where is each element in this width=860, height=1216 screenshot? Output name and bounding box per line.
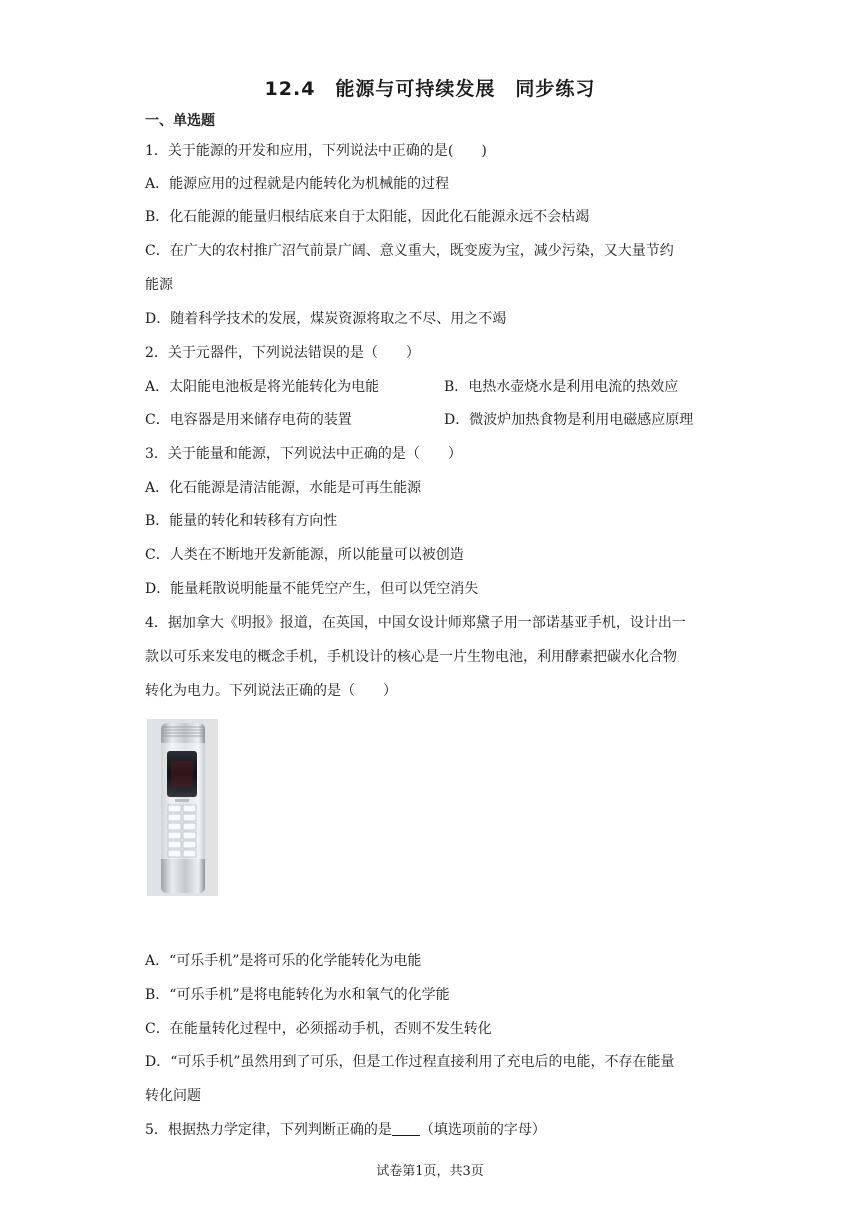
- q1-option-a: A．能源应用的过程就是内能转化为机械能的过程: [145, 176, 450, 192]
- cola-phone-image: [147, 719, 218, 896]
- q1-option-c-cont: 能源: [145, 277, 173, 293]
- q5-stem-hint: （填选项前的字母）: [419, 1122, 546, 1138]
- q3-option-a: A．化石能源是清洁能源，水能是可再生能源: [145, 480, 422, 496]
- q3-option-c: C．人类在不断地开发新能源，所以能量可以被创造: [145, 547, 464, 563]
- page-title: 12.4 能源与可持续发展 同步练习: [264, 78, 596, 100]
- q2-stem: 2．关于元器件，下列说法错误的是（ ）: [145, 345, 420, 361]
- q1-option-c: C．在广大的农村推广沼气前景广阔、意义重大，既变废为宝，减少污染，又大量节约: [145, 243, 674, 259]
- section-heading: 一、单选题: [145, 113, 215, 129]
- phone-illustration: [147, 719, 218, 896]
- q1-stem: 1．关于能源的开发和应用，下列说法中正确的是( ): [145, 143, 487, 159]
- page-footer: 试卷第1页，共3页: [376, 1164, 484, 1179]
- q3-option-b: B．能量的转化和转移有方向性: [145, 513, 338, 529]
- q1-option-b: B．化石能源的能量归根结底来自于太阳能，因此化石能源永远不会枯竭: [145, 209, 590, 225]
- q3-option-d: D．能量耗散说明能量不能凭空产生，但可以凭空消失: [145, 581, 479, 597]
- q4-option-d-cont: 转化问题: [145, 1088, 201, 1104]
- q2-option-b: B．电热水壶烧水是利用电流的热效应: [444, 379, 679, 395]
- q4-option-b: B．“可乐手机”是将电能转化为水和氧气的化学能: [145, 987, 450, 1003]
- q4-option-a: A．“可乐手机”是将可乐的化学能转化为电能: [145, 953, 422, 969]
- q5-stem-text: 5．根据热力学定律，下列判断正确的是: [145, 1122, 392, 1138]
- q2-option-a: A．太阳能电池板是将光能转化为电能: [145, 379, 380, 395]
- q1-option-d: D．随着科学技术的发展，煤炭资源将取之不尽、用之不竭: [145, 311, 507, 327]
- q4-stem-cont: 转化为电力。下列说法正确的是（ ）: [145, 683, 397, 699]
- q2-option-d: D．微波炉加热食物是利用电磁感应原理: [444, 412, 694, 428]
- q3-stem: 3．关于能量和能源，下列说法中正确的是（ ）: [145, 446, 462, 462]
- q4-option-d: D．“可乐手机”虽然用到了可乐，但是工作过程直接利用了充电后的电能，不存在能量: [145, 1054, 675, 1070]
- q4-stem: 4．据加拿大《明报》报道，在英国，中国女设计师郑黛子用一部诺基亚手机，设计出一: [145, 615, 686, 631]
- q2-option-c: C．电容器是用来储存电荷的装置: [145, 412, 352, 428]
- answer-blank[interactable]: [392, 1121, 420, 1136]
- q4-stem-cont: 款以可乐来发电的概念手机，手机设计的核心是一片生物电池，利用酵素把碳水化合物: [145, 649, 677, 665]
- q5-stem: [145, 1120, 546, 1140]
- q4-option-c: C．在能量转化过程中，必须摇动手机，否则不发生转化: [145, 1021, 492, 1037]
